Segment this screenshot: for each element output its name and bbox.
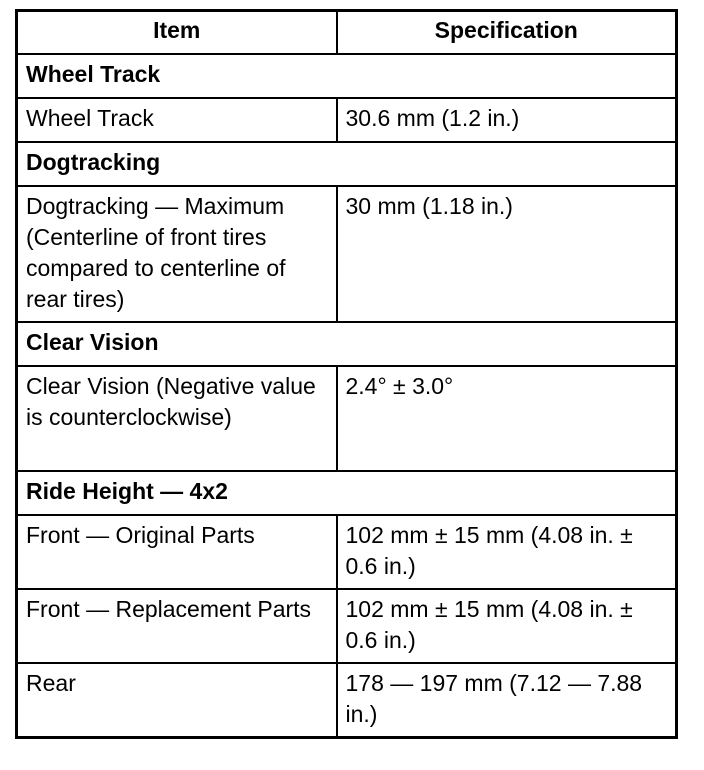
- item-cell: Dogtracking — Maximum (Centerline of front tires compared to centerline of rear tires): [17, 186, 337, 322]
- spec-cell: 30.6 mm (1.2 in.): [337, 98, 677, 142]
- item-column-header: Item: [17, 11, 337, 55]
- section-label: Ride Height — 4x2: [17, 471, 677, 515]
- section-row-clear-vision: [17, 322, 677, 366]
- table-row: [17, 515, 677, 589]
- table-row: [17, 663, 677, 738]
- spec-cell: 102 mm ± 15 mm (4.08 in. ± 0.6 in.): [337, 515, 677, 589]
- table-row: [17, 366, 677, 471]
- spec-cell: 178 — 197 mm (7.12 — 7.88 in.): [337, 663, 677, 738]
- section-row-dogtracking: [17, 142, 677, 186]
- item-cell: Front — Original Parts: [17, 515, 337, 589]
- section-row-wheel-track: [17, 54, 677, 98]
- section-label: Clear Vision: [17, 322, 677, 366]
- item-cell: Rear: [17, 663, 337, 738]
- header-row: [17, 11, 677, 55]
- specification-table: [15, 9, 678, 739]
- section-label: Dogtracking: [17, 142, 677, 186]
- table-row: [17, 98, 677, 142]
- item-cell: Front — Replacement Parts: [17, 589, 337, 663]
- table-row: [17, 186, 677, 322]
- spec-cell: 2.4° ± 3.0°: [337, 366, 677, 471]
- specification-column-header: Specification: [337, 11, 677, 55]
- spec-cell: 102 mm ± 15 mm (4.08 in. ± 0.6 in.): [337, 589, 677, 663]
- item-cell: Clear Vision (Negative value is counterclockwise): [17, 366, 337, 471]
- table-row: [17, 589, 677, 663]
- spec-cell: 30 mm (1.18 in.): [337, 186, 677, 322]
- item-cell: Wheel Track: [17, 98, 337, 142]
- section-row-ride-height: [17, 471, 677, 515]
- section-label: Wheel Track: [17, 54, 677, 98]
